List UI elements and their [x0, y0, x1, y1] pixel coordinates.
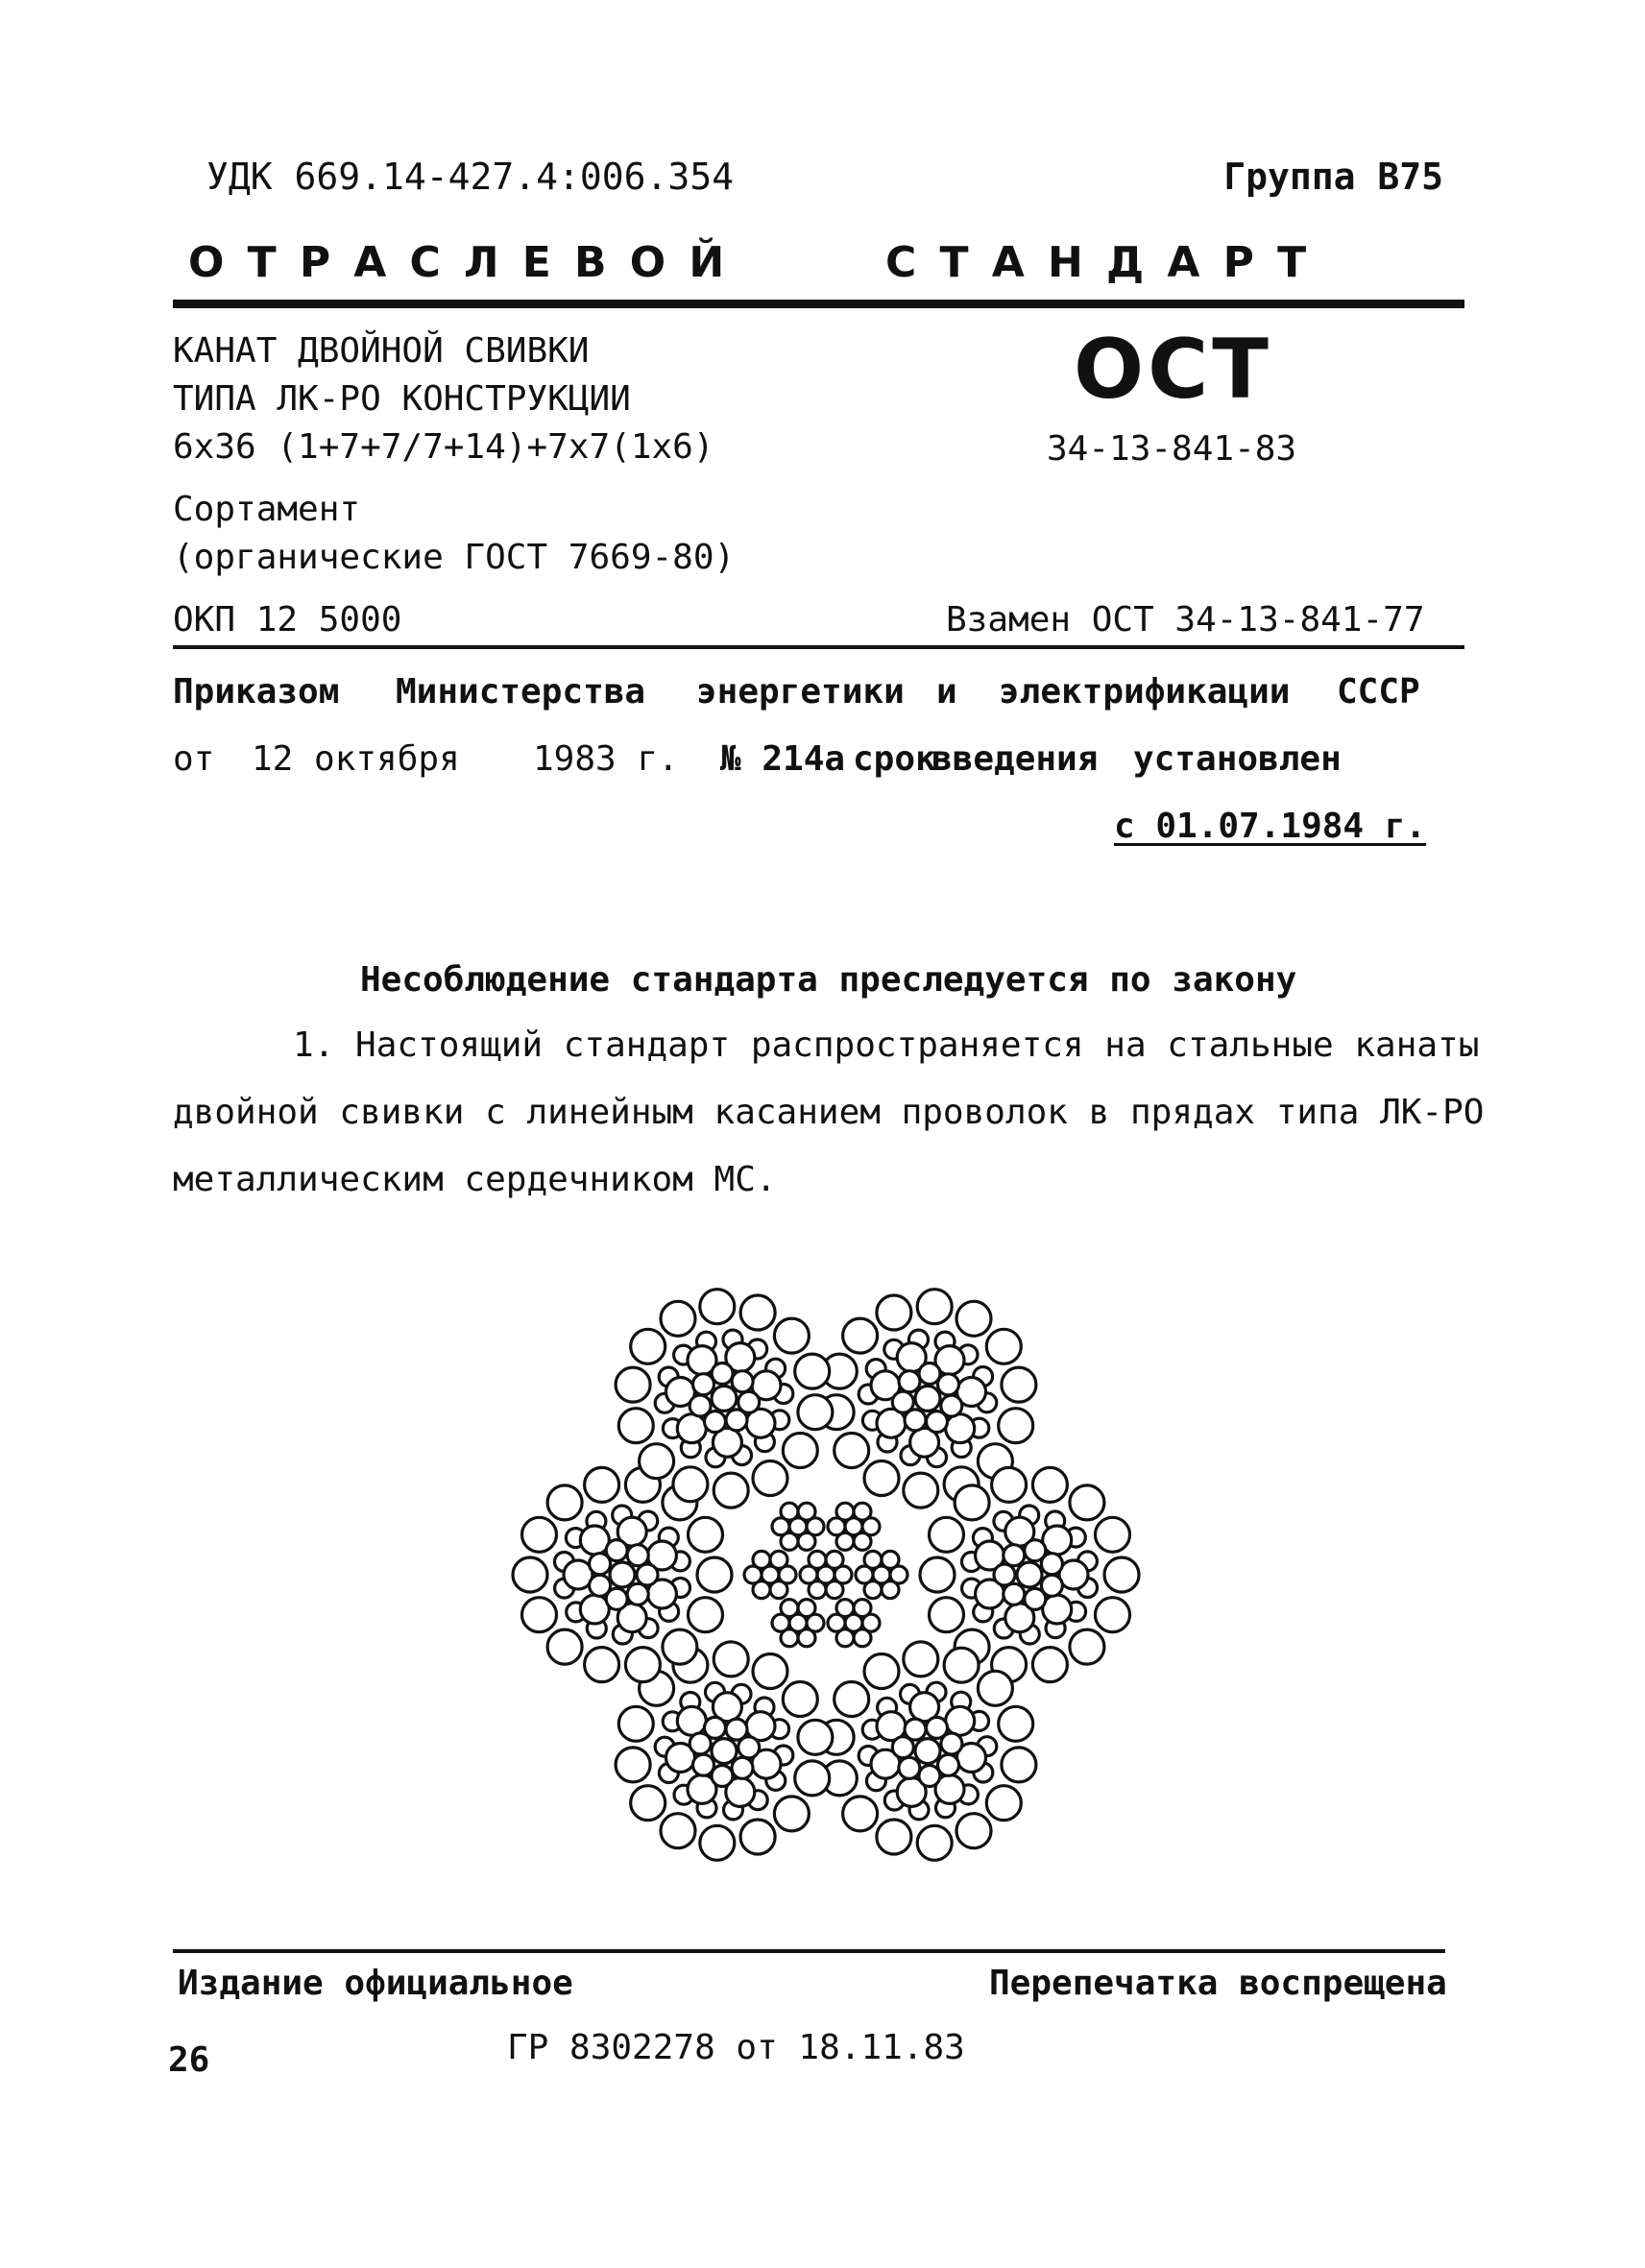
- core-outer-strand-wire: [770, 1581, 787, 1599]
- core-outer-strand-wire: [798, 1629, 815, 1647]
- strand-outer-wire: [999, 1706, 1033, 1741]
- strand-outer-wire: [835, 1682, 869, 1717]
- strand-outer-wire: [585, 1648, 619, 1682]
- strand-outer-wire: [956, 1301, 991, 1336]
- core-center-strand-wire: [826, 1581, 843, 1599]
- strand-inner-wire: [938, 1754, 959, 1775]
- strand-outer-wire: [547, 1629, 582, 1664]
- order-introduction: введения: [931, 739, 1099, 779]
- strand-outer-wire: [1002, 1748, 1036, 1782]
- strand-inner-wire: [590, 1575, 611, 1596]
- strand-outer-wire: [700, 1825, 735, 1860]
- ost-label: ОСТ: [1074, 322, 1272, 418]
- strand-outer-wire: [631, 1786, 665, 1821]
- strand-outer-wire: [864, 1654, 899, 1689]
- strand-outer-wire: [955, 1485, 989, 1520]
- strand-outer-wire: [547, 1485, 582, 1520]
- strand-outer-wire: [944, 1648, 979, 1682]
- order-from: от: [173, 739, 215, 779]
- title-line-5: (органические ГОСТ 7669-80): [173, 538, 736, 577]
- strand-outer-wire: [795, 1761, 830, 1796]
- strand-outer-wire: [798, 1395, 833, 1430]
- order-word-5: электрификации: [999, 672, 1291, 712]
- replaces-note: Взамен ОСТ 34-13-841-77: [946, 600, 1425, 639]
- strand-outer-wire: [864, 1461, 899, 1496]
- order-word-2: Министерства: [396, 672, 646, 712]
- strand-center-wire: [712, 1386, 737, 1411]
- strand-inner-wire: [627, 1545, 648, 1566]
- strand-outer-wire: [661, 1814, 695, 1848]
- strand-middle-wire: [677, 1706, 706, 1735]
- strand-center-wire: [712, 1739, 737, 1764]
- strand-inner-wire: [899, 1371, 920, 1392]
- strand-outer-wire: [631, 1329, 665, 1363]
- strand-outer-wire: [904, 1642, 938, 1677]
- order-date: 12 октября: [252, 739, 460, 779]
- strand-outer-wire: [585, 1467, 619, 1502]
- strand-outer-wire: [618, 1409, 653, 1443]
- core-outer-strand-wire: [781, 1503, 798, 1520]
- strand-outer-wire: [714, 1642, 748, 1677]
- strand-outer-wire: [930, 1517, 964, 1552]
- strand-outer-wire: [700, 1290, 735, 1324]
- core-outer-strand-wire: [882, 1551, 899, 1568]
- strand-outer-wire: [843, 1318, 878, 1353]
- strand-outer-wire: [798, 1720, 833, 1754]
- strand-outer-wire: [1070, 1629, 1104, 1664]
- strand-outer-wire: [978, 1671, 1012, 1705]
- strand-inner-wire: [1025, 1588, 1046, 1609]
- order-established: установлен: [1133, 739, 1342, 779]
- strand-outer-wire: [618, 1706, 653, 1741]
- strand-outer-wire: [904, 1473, 938, 1508]
- banner-left: ОТРАСЛЕВОЙ: [188, 238, 748, 287]
- core-center-strand-wire: [809, 1551, 826, 1568]
- core-outer-strand-wire: [882, 1581, 899, 1599]
- strand-middle-wire: [677, 1414, 706, 1443]
- strand-inner-wire: [899, 1757, 920, 1778]
- strand-middle-wire: [946, 1414, 975, 1443]
- core-outer-strand-wire: [770, 1551, 787, 1568]
- strand-outer-wire: [783, 1434, 817, 1468]
- footer-rule: [173, 1949, 1445, 1953]
- core-outer-strand-wire: [854, 1503, 871, 1520]
- core-outer-strand-wire: [798, 1600, 815, 1617]
- strand-inner-wire: [712, 1766, 733, 1787]
- legal-notice: Несоблюдение стандарта преследуется по закону: [360, 960, 1297, 1000]
- strand-center-wire: [610, 1562, 635, 1587]
- strand-outer-wire: [753, 1654, 787, 1689]
- strand-inner-wire: [637, 1564, 658, 1585]
- core-outer-strand-wire: [798, 1503, 815, 1520]
- core-outer-strand-wire: [781, 1600, 798, 1617]
- rope-cross-section-diagram: [461, 1239, 1191, 1892]
- edition-note: Издание официальное: [178, 1964, 573, 2003]
- strand-outer-wire: [1002, 1367, 1036, 1402]
- okp-code: ОКП 12 5000: [173, 600, 402, 639]
- banner-right: СТАНДАРТ: [885, 238, 1330, 287]
- strand-outer-wire: [616, 1367, 650, 1402]
- order-year: 1983 г.: [533, 739, 679, 779]
- strand-outer-wire: [1096, 1517, 1130, 1552]
- strand-inner-wire: [689, 1395, 711, 1416]
- strand-inner-wire: [919, 1363, 940, 1385]
- strand-inner-wire: [738, 1737, 760, 1758]
- order-word-4: и: [936, 672, 957, 712]
- strand-outer-wire: [917, 1825, 952, 1860]
- strand-outer-wire: [689, 1517, 723, 1552]
- strand-outer-wire: [661, 1301, 695, 1336]
- title-line-3: 6х36 (1+7+7/7+14)+7х7(1х6): [173, 427, 714, 467]
- order-word-3: энергетики: [696, 672, 905, 712]
- core-outer-strand-wire: [854, 1600, 871, 1617]
- strand-outer-wire: [663, 1629, 697, 1664]
- reprint-note: Перепечатка воспрещена: [989, 1964, 1447, 2003]
- core-outer-strand-wire: [854, 1629, 871, 1647]
- strand-inner-wire: [1004, 1545, 1025, 1566]
- strand-center-wire: [1017, 1562, 1042, 1587]
- strand-outer-wire: [625, 1648, 660, 1682]
- strand-outer-wire: [753, 1461, 787, 1496]
- paragraph-1-line-2: двойной свивки с линейным касанием проволок в прядах типа ЛК-РО: [173, 1093, 1485, 1132]
- paragraph-1-line-1: 1. Настоящий стандарт распространяется на стальные канаты: [293, 1025, 1480, 1065]
- strand-outer-wire: [1070, 1485, 1104, 1520]
- core-outer-strand-wire: [836, 1503, 854, 1520]
- strand-outer-wire: [1096, 1598, 1130, 1632]
- order-term: срок: [853, 739, 936, 779]
- strand-outer-wire: [992, 1467, 1027, 1502]
- strand-outer-wire: [640, 1444, 674, 1479]
- order-number: № 214а: [720, 739, 846, 779]
- strand-inner-wire: [726, 1410, 747, 1431]
- effective-date: с 01.07.1984 г.: [1114, 807, 1427, 846]
- strand-outer-wire: [740, 1295, 775, 1330]
- strand-outer-wire: [689, 1598, 723, 1632]
- strand-outer-wire: [522, 1517, 557, 1552]
- strand-outer-wire: [513, 1557, 547, 1592]
- order-word-1: Приказом: [173, 672, 340, 712]
- strand-inner-wire: [1004, 1583, 1025, 1604]
- title-line-4: Сортамент: [173, 490, 361, 529]
- strand-inner-wire: [941, 1733, 962, 1754]
- strand-outer-wire: [673, 1467, 708, 1502]
- strand-outer-wire: [877, 1820, 911, 1854]
- strand-outer-wire: [740, 1820, 775, 1854]
- core-outer-strand-wire: [798, 1532, 815, 1550]
- strand-outer-wire: [714, 1473, 748, 1508]
- page-number: 26: [168, 2040, 210, 2080]
- strand-outer-wire: [920, 1557, 955, 1592]
- core-center-strand-wire: [826, 1551, 843, 1568]
- core-outer-strand-wire: [854, 1532, 871, 1550]
- strand-inner-wire: [693, 1374, 714, 1395]
- strand-inner-wire: [627, 1583, 648, 1604]
- strand-center-wire: [915, 1739, 940, 1764]
- strand-center-wire: [915, 1386, 940, 1411]
- strand-middle-wire: [946, 1706, 975, 1735]
- strand-inner-wire: [905, 1719, 926, 1740]
- strand-outer-wire: [795, 1354, 830, 1388]
- registration-note: ГР 8302278 от 18.11.83: [507, 2028, 965, 2067]
- strand-outer-wire: [843, 1797, 878, 1831]
- strand-outer-wire: [783, 1682, 817, 1717]
- title-line-1: КАНАТ ДВОЙНОЙ СВИВКИ: [173, 331, 590, 371]
- strand-inner-wire: [994, 1564, 1015, 1585]
- strand-outer-wire: [1032, 1648, 1067, 1682]
- strand-outer-wire: [930, 1598, 964, 1632]
- strand-outer-wire: [774, 1318, 809, 1353]
- strand-inner-wire: [732, 1371, 753, 1392]
- core-outer-strand-wire: [753, 1551, 770, 1568]
- strand-inner-wire: [892, 1391, 913, 1412]
- strand-outer-wire: [697, 1557, 732, 1592]
- strand-outer-wire: [835, 1434, 869, 1468]
- udk-code: УДК 669.14-427.4:006.354: [206, 156, 735, 198]
- group-code: Группа В75: [1223, 156, 1443, 198]
- strand-inner-wire: [705, 1717, 726, 1738]
- strand-outer-wire: [877, 1295, 911, 1330]
- title-line-2: ТИПА ЛК-РО КОНСТРУКЦИИ: [173, 379, 631, 419]
- strand-outer-wire: [956, 1814, 991, 1848]
- strand-outer-wire: [999, 1409, 1033, 1443]
- strand-outer-wire: [522, 1598, 557, 1632]
- strand-outer-wire: [986, 1329, 1021, 1363]
- codes-rule: [173, 645, 1464, 649]
- paragraph-1-line-3: металлическим сердечником МС.: [173, 1160, 777, 1199]
- strand-outer-wire: [1032, 1467, 1067, 1502]
- strand-outer-wire: [917, 1290, 952, 1324]
- ost-number: 34-13-841-83: [1047, 429, 1297, 469]
- strand-outer-wire: [986, 1786, 1021, 1821]
- strand-outer-wire: [616, 1748, 650, 1782]
- core-outer-strand-wire: [836, 1600, 854, 1617]
- strand-inner-wire: [606, 1540, 627, 1561]
- strand-inner-wire: [927, 1411, 948, 1433]
- strand-outer-wire: [774, 1797, 809, 1831]
- banner-rule: [173, 300, 1464, 308]
- order-word-6: СССР: [1337, 672, 1420, 712]
- core-outer-strand-wire: [864, 1551, 882, 1568]
- strand-inner-wire: [732, 1757, 753, 1778]
- strand-inner-wire: [1041, 1554, 1062, 1575]
- strand-outer-wire: [1104, 1557, 1139, 1592]
